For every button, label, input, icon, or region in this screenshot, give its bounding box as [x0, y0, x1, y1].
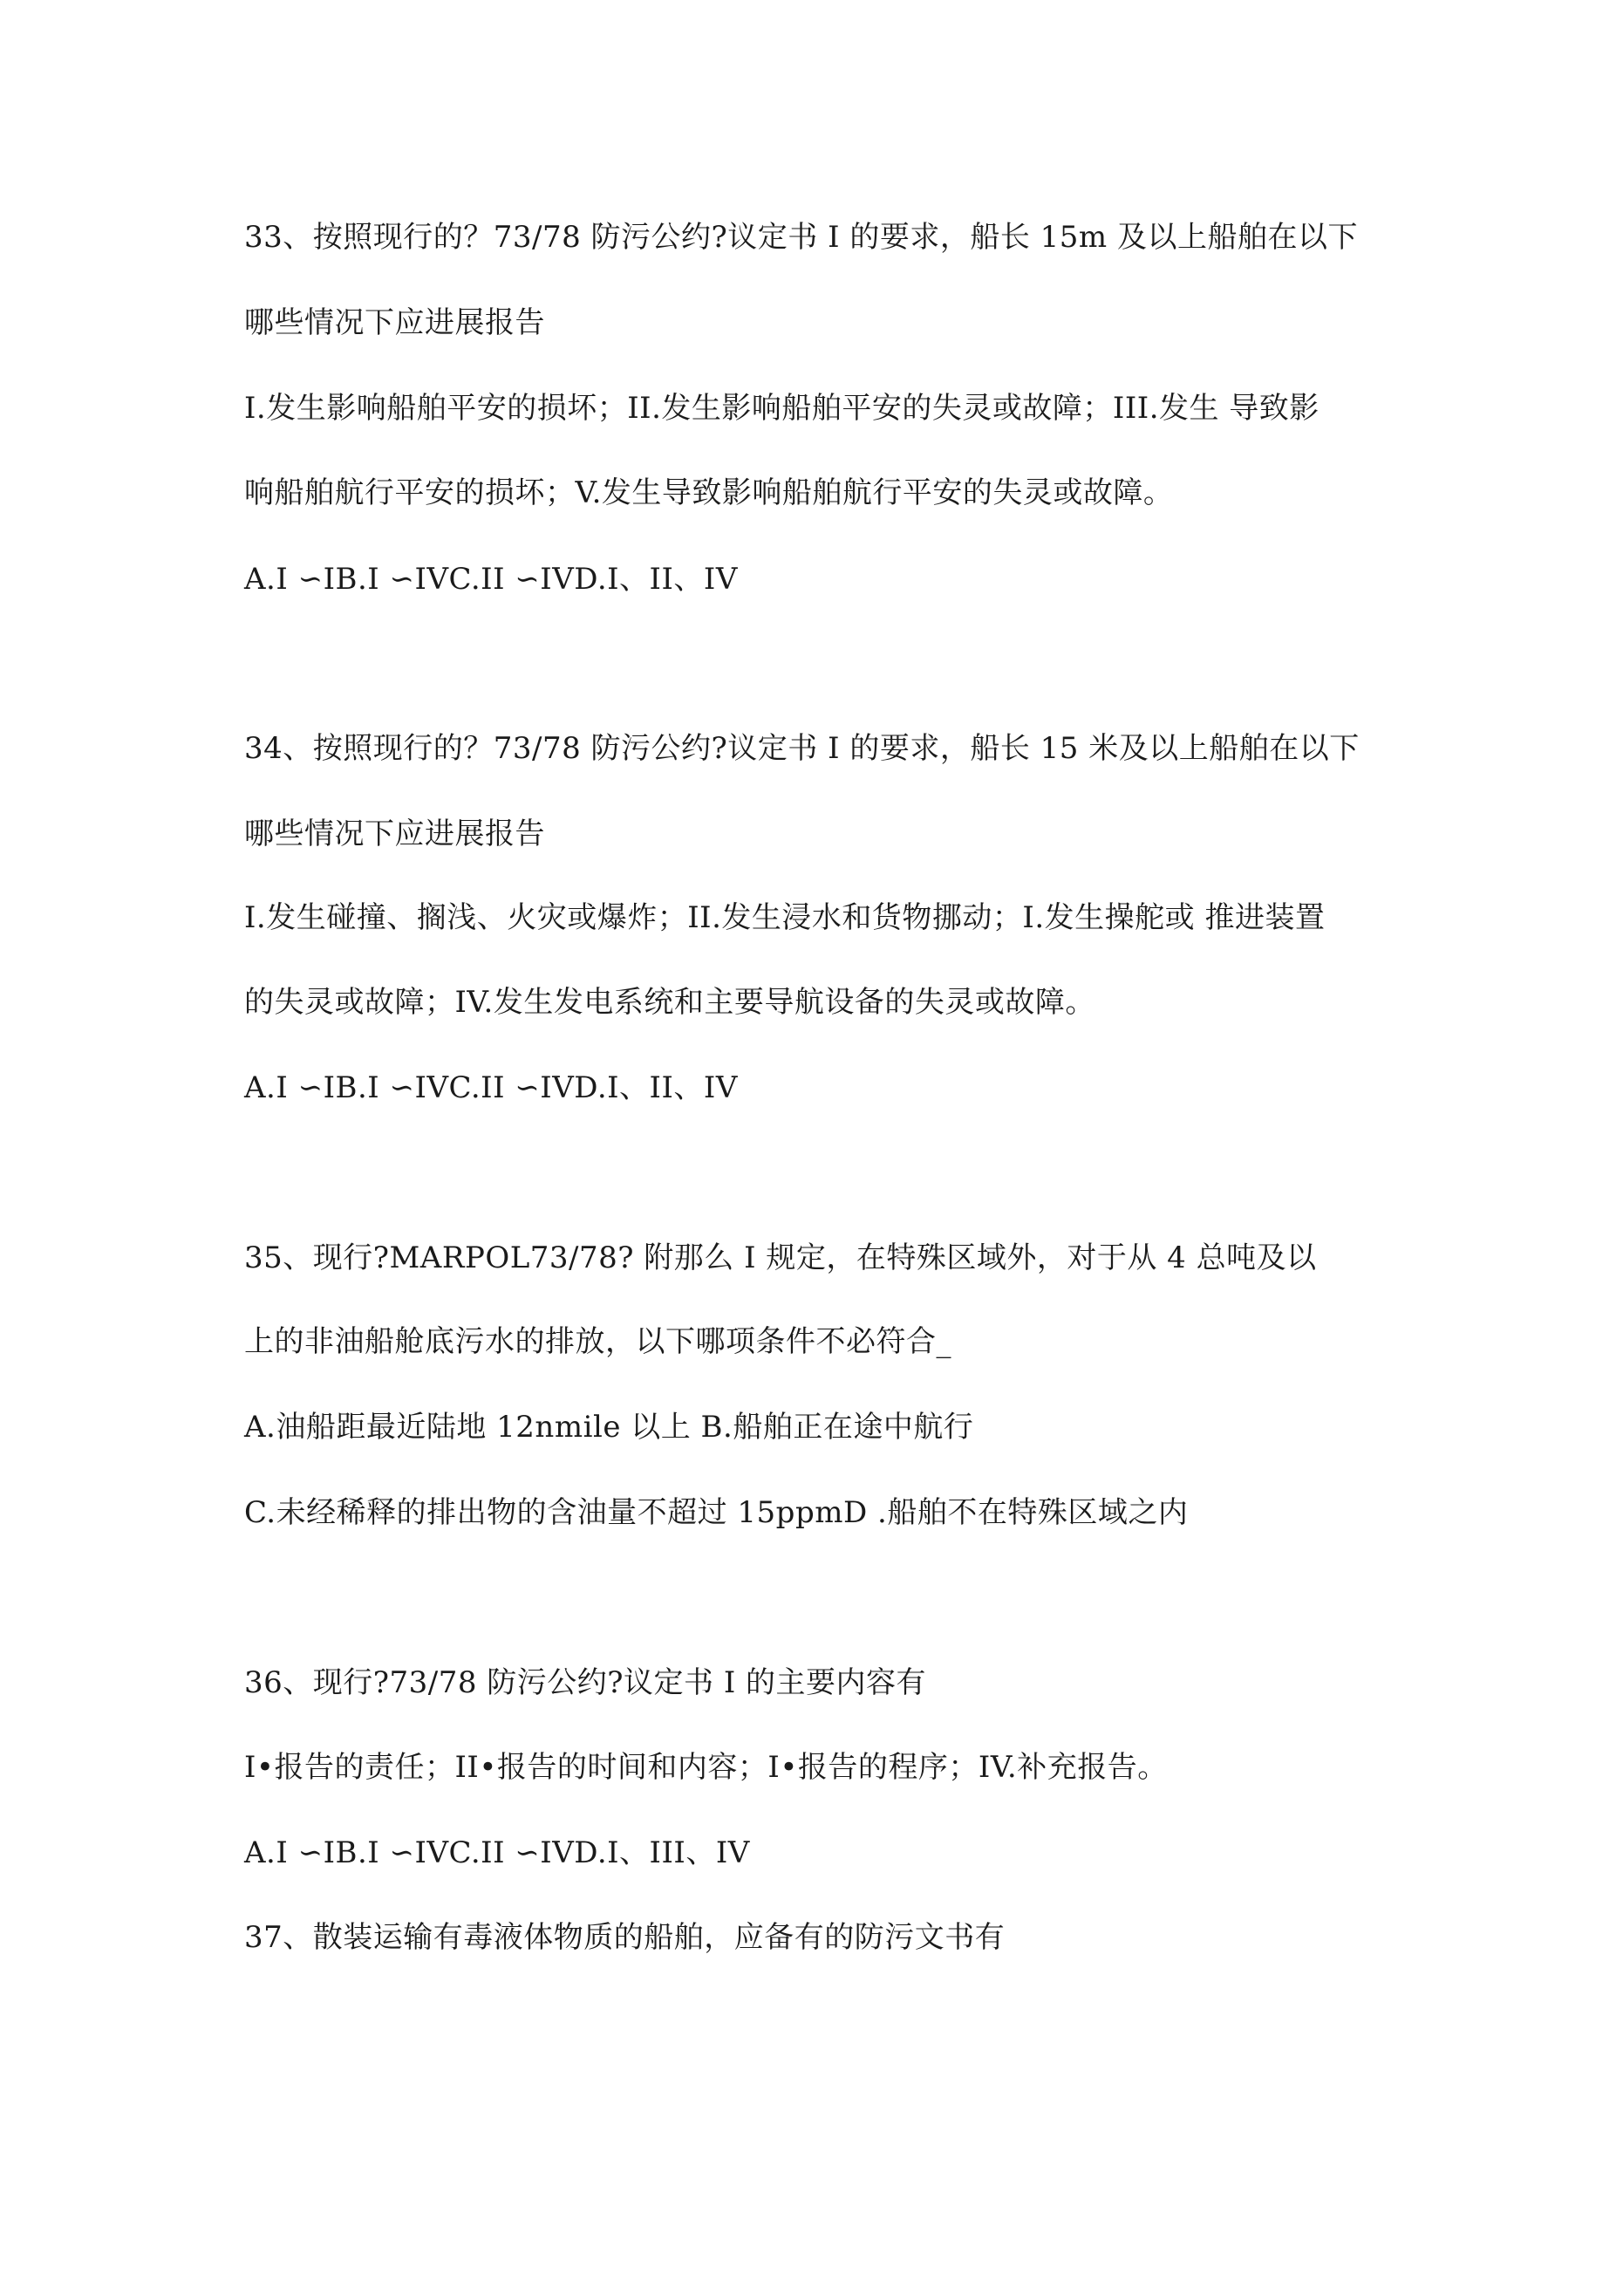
q36-stem: 36、现行?73/78 防污公约?议定书 I 的主要内容有: [244, 1665, 927, 1700]
q35-options-line-1: A.油船距最近陆地 12nmile 以上 B.船舶正在途中航行: [244, 1410, 974, 1445]
q33-stem-line-2: 哪些情况下应进展报告: [244, 305, 545, 340]
q36-options: A.I ∽IB.I ∽IVC.II ∽IVD.I、III、IV: [244, 1835, 750, 1870]
q33-items-line-2: 响船舶航行平安的损坏；V.发生导致影响船舶航行平安的失灵或故障。: [244, 475, 1174, 510]
q35-stem-line-1: 35、现行?MARPOL73/78? 附那么 I 规定，在特殊区域外，对于从 4 总吨及以: [244, 1240, 1317, 1275]
q33-stem-line-1: 33、按照现行的？73/78 防污公约?议定书 I 的要求，船长 15m 及以上船舶在以下: [244, 220, 1358, 255]
q33-items-line-1: I.发生影响船舶平安的损坏；II.发生影响船舶平安的失灵或故障；III.发生 导致影: [244, 391, 1320, 426]
q34-options: A.I ∽IB.I ∽IVC.II ∽IVD.I、II、IV: [244, 1070, 738, 1105]
q34-stem-line-2: 哪些情况下应进展报告: [244, 817, 545, 851]
q36-items: I•报告的责任；II•报告的时间和内容；I•报告的程序；IV.补充报告。: [244, 1750, 1168, 1785]
q37-stem: 37、散装运输有毒液体物质的船舶，应备有的防污文书有: [244, 1920, 1006, 1955]
q35-options-line-2: C.未经稀释的排出物的含油量不超过 15ppmD .船舶不在特殊区域之内: [244, 1495, 1189, 1530]
q34-items-line-2: 的失灵或故障；IV.发生发电系统和主要导航设备的失灵或故障。: [244, 985, 1095, 1020]
q34-items-line-1: I.发生碰撞、搁浅、火灾或爆炸；II.发生浸水和货物挪动；I.发生操舵或 推进装置: [244, 900, 1326, 935]
q35-stem-line-2: 上的非油船舱底污水的排放，以下哪项条件不必符合_: [244, 1324, 951, 1359]
q34-stem-line-1: 34、按照现行的？73/78 防污公约?议定书 I 的要求，船长 15 米及以上船舶在以下: [244, 731, 1360, 766]
q33-options: A.I ∽IB.I ∽IVC.II ∽IVD.I、II、IV: [244, 562, 738, 597]
